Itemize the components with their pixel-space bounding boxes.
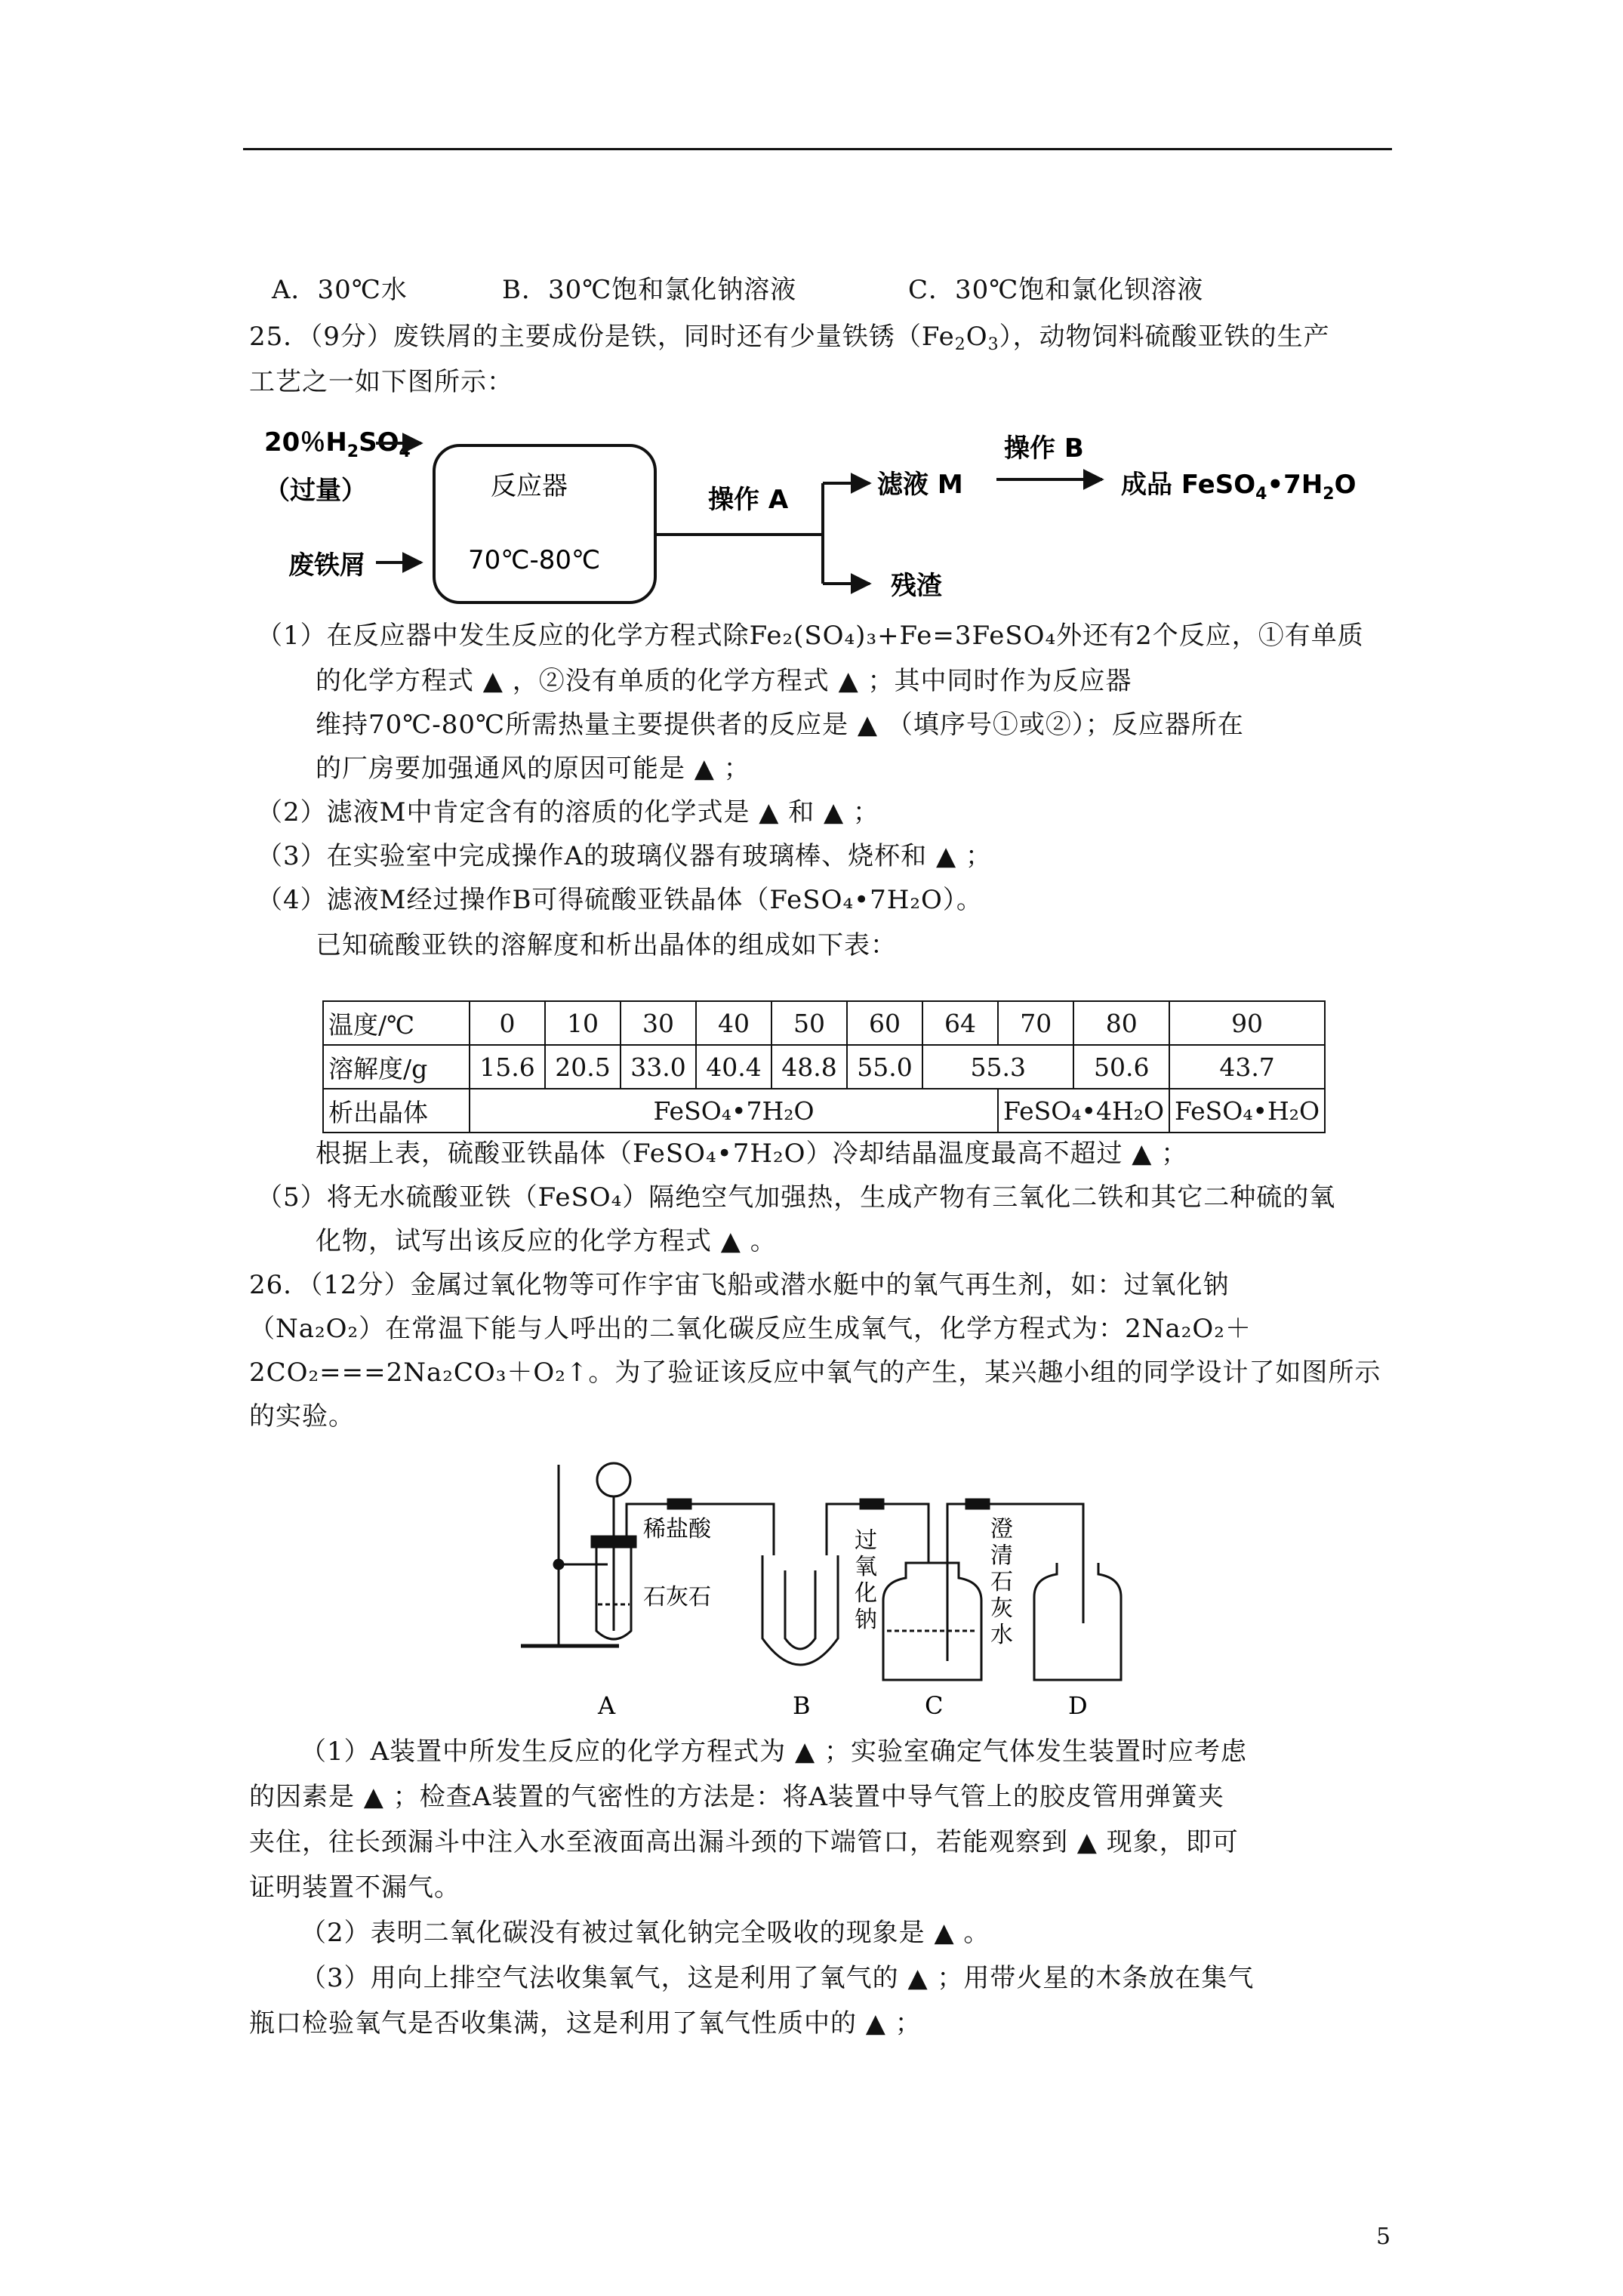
tube-b-c xyxy=(827,1504,929,1563)
u-tube-inner xyxy=(785,1570,815,1649)
q25-intro-line1: 25．（9分）废铁屑的主要成份是铁，同时还有少量铁锈$(Fe_2O_3)$，动物饲料硫酸亚铁的生产 xyxy=(249,322,1330,354)
q25-p4: （4）滤液M经过操作B可得硫酸亚铁晶体（FeSO₄•7H₂O）。 xyxy=(257,885,983,915)
table-cell: 43.7 xyxy=(1169,1045,1325,1089)
bottle-c xyxy=(883,1563,981,1680)
label-limewater-1: 澄 xyxy=(990,1516,1013,1542)
clamp-knob xyxy=(554,1560,563,1569)
flow-scrap-label: 废铁屑 xyxy=(288,550,365,581)
label-peroxide-2: 氧 xyxy=(855,1554,877,1580)
table-cell: 50 xyxy=(771,1001,847,1045)
table-cell: 0 xyxy=(470,1001,545,1045)
option-c: C．30℃饱和氯化钡溶液 xyxy=(908,275,1204,305)
table-cell: FeSO₄•7H₂O xyxy=(470,1089,998,1133)
table-cell: 55.0 xyxy=(847,1045,922,1089)
page-number: 5 xyxy=(1376,2224,1391,2250)
table-cell: 33.0 xyxy=(621,1045,696,1089)
reactor-box xyxy=(434,445,655,603)
label-a: A xyxy=(598,1691,616,1720)
q26-s3-line2: 瓶口检验氧气是否收集满，这是利用了氧气性质中的 ▲ ； xyxy=(249,2008,922,2039)
label-limewater-4: 灰 xyxy=(990,1595,1013,1622)
table-cell: 80 xyxy=(1073,1001,1169,1045)
op-a-label: 操作 A xyxy=(708,485,789,515)
q25-p5-line2: 化物，试写出该反应的化学方程式 ▲ 。 xyxy=(316,1226,777,1256)
table-cell: 50.6 xyxy=(1073,1045,1169,1089)
table-cell: 20.5 xyxy=(545,1045,621,1089)
table-cell: 析出晶体 xyxy=(323,1089,470,1133)
table-cell: 40.4 xyxy=(696,1045,771,1089)
flow-acid-label: 20％$H_2SO_4$ xyxy=(264,427,411,461)
product-label: 成品 $FeSO_4•7H_2O$ xyxy=(1121,470,1357,504)
table-cell: 40 xyxy=(696,1001,771,1045)
flow-excess-label: （过量） xyxy=(264,476,367,506)
table-cell: 55.3 xyxy=(922,1045,1073,1089)
label-b: B xyxy=(793,1691,811,1720)
filtrate-label: 滤液 M xyxy=(877,470,963,500)
op-b-label: 操作 B xyxy=(1004,433,1084,464)
q26-s3-line1: （3）用向上排空气法收集氧气，这是利用了氧气的 ▲ ；用带火星的木条放在集气 xyxy=(300,1963,1255,1993)
q25-p4-conclusion: 根据上表，硫酸亚铁晶体（FeSO₄•7H₂O）冷却结晶温度最高不超过 ▲ ； xyxy=(316,1139,1188,1169)
q26-s2: （2）表明二氧化碳没有被过氧化钠完全吸收的现象是 ▲ 。 xyxy=(300,1918,990,1948)
header-rule xyxy=(243,148,1392,150)
q25-p5-line1: （5）将无水硫酸亚铁（FeSO₄）隔绝空气加强热，生成产物有三氧化二铁和其它二种硫的氧 xyxy=(257,1182,1336,1213)
q26-intro-line1: 26．（12分）金属过氧化物等可作宇宙飞船或潜水艇中的氧气再生剂，如：过氧化钠 xyxy=(249,1270,1230,1300)
q26-s1-line2: 的因素是 ▲ ；检查A装置的气密性的方法是：将A装置中导气管上的胶皮管用弹簧夹 xyxy=(249,1782,1224,1812)
solubility-table xyxy=(322,1000,1326,1133)
label-d: D xyxy=(1068,1691,1088,1720)
table-cell: 60 xyxy=(847,1001,922,1045)
reactor-label: 反应器 xyxy=(491,471,568,501)
hose-clip-3 xyxy=(966,1499,989,1509)
label-acid: 稀盐酸 xyxy=(643,1516,711,1542)
label-limestone: 石灰石 xyxy=(643,1584,711,1610)
label-limewater-2: 清 xyxy=(990,1542,1013,1569)
reactor-temp: 70℃-80℃ xyxy=(468,545,601,575)
table-cell: 30 xyxy=(621,1001,696,1045)
q25-p1-line1: （1）在反应器中发生反应的化学方程式除Fe₂(SO₄)₃+Fe=3FeSO₄外还有2个反应，①有单质 xyxy=(257,621,1364,651)
table-cell: 10 xyxy=(545,1001,621,1045)
option-a: A．30℃水 xyxy=(272,275,408,305)
table-cell: 90 xyxy=(1169,1001,1325,1045)
q26-intro-line3: 2CO₂===2Na₂CO₃＋O₂↑。为了验证该反应中氧气的产生，某兴趣小组的同学设计了如图所示 xyxy=(249,1358,1381,1388)
option-b: B．30℃饱和氯化钠溶液 xyxy=(502,275,797,305)
table-row xyxy=(323,1001,1325,1045)
jar-d xyxy=(1034,1563,1121,1680)
tube-c-d xyxy=(947,1504,1083,1623)
table-cell: 温度/℃ xyxy=(323,1001,470,1045)
q26-s1-line3: 夹住，往长颈漏斗中注入水至液面高出漏斗颈的下端管口，若能观察到 ▲ 现象，即可 xyxy=(249,1827,1239,1857)
q25-p1-line2: 的化学方程式 ▲ ，②没有单质的化学方程式 ▲ ；其中同时作为反应器 xyxy=(316,666,1132,696)
apparatus-diagram xyxy=(513,1450,1178,1721)
q26-intro-line4: 的实验。 xyxy=(249,1401,355,1432)
q26-s1-line1: （1）A装置中所发生反应的化学方程式为 ▲ ；实验室确定气体发生装置时应考虑 xyxy=(300,1737,1247,1767)
q25-p3: （3）在实验室中完成操作A的玻璃仪器有玻璃棒、烧杯和 ▲ ； xyxy=(257,841,992,871)
table-row xyxy=(323,1045,1325,1089)
table-cell: 15.6 xyxy=(470,1045,545,1089)
process-flow-diagram xyxy=(249,419,1404,608)
q26-intro-line2: （Na₂O₂）在常温下能与人呼出的二氧化碳反应生成氧气，化学方程式为：2Na₂O₂＋ xyxy=(249,1314,1252,1344)
table-cell: FeSO₄•4H₂O xyxy=(998,1089,1169,1133)
stopper-a xyxy=(592,1536,636,1547)
residue-label: 残渣 xyxy=(891,571,942,601)
hose-clip-2 xyxy=(861,1499,883,1509)
table-cell: 64 xyxy=(922,1001,998,1045)
funnel-bulb xyxy=(597,1463,630,1496)
q25-p1-line3: 维持70℃-80℃所需热量主要提供者的反应是 ▲ （填序号①或②）；反应器所在 xyxy=(316,710,1244,740)
label-c: C xyxy=(925,1691,944,1720)
q25-p4-known: 已知硫酸亚铁的溶解度和析出晶体的组成如下表： xyxy=(316,930,897,960)
label-limewater-3: 石 xyxy=(990,1569,1013,1595)
table-cell: 48.8 xyxy=(771,1045,847,1089)
q26-s1-line4: 证明装置不漏气。 xyxy=(249,1872,460,1903)
table-cell: FeSO₄•H₂O xyxy=(1169,1089,1325,1133)
label-peroxide-4: 钠 xyxy=(855,1607,877,1633)
label-limewater-5: 水 xyxy=(990,1622,1013,1648)
label-peroxide-3: 化 xyxy=(855,1580,877,1607)
q25-p2: （2）滤液M中肯定含有的溶质的化学式是 ▲ 和 ▲ ； xyxy=(257,797,879,827)
hose-clip-1 xyxy=(668,1499,691,1509)
q25-intro-line2: 工艺之一如下图所示： xyxy=(249,367,513,397)
table-cell: 溶解度/g xyxy=(323,1045,470,1089)
label-peroxide-1: 过 xyxy=(855,1527,877,1554)
table-cell: 70 xyxy=(998,1001,1073,1045)
table-row xyxy=(323,1089,1325,1133)
q25-p1-line4: 的厂房要加强通风的原因可能是 ▲ ； xyxy=(316,754,750,784)
